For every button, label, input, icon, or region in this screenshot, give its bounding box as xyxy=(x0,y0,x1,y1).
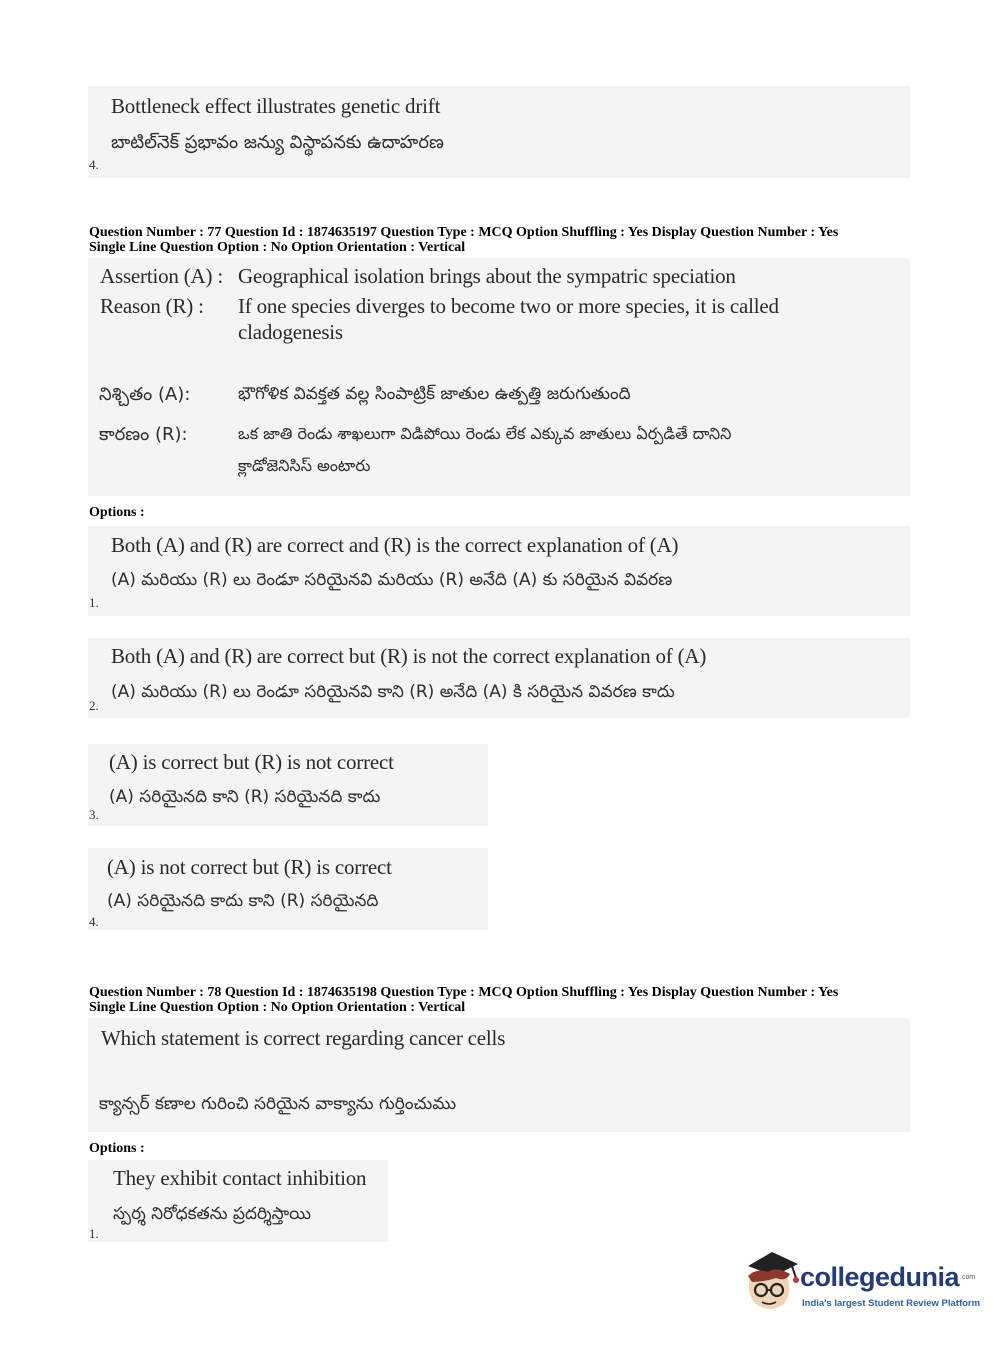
option-text-en: (A) is not correct but (R) is correct xyxy=(107,855,392,879)
options-label: Options : xyxy=(89,505,145,520)
option-text-te: (A) సరియైనది కాదు కాని (R) సరియైనది xyxy=(107,891,379,911)
option-number: 1. xyxy=(89,595,99,610)
assertion-text-te: భౌగోళిక వివక్తత వల్ల సింపాట్రిక్ జాతుల ఉత్పత్తి జరుగుతుంది xyxy=(238,384,631,404)
question-text-te: క్యాన్సర్ కణాల గురించి సరియైన వాక్యాను గుర్తించుము xyxy=(99,1094,457,1114)
question-meta-line: Single Line Question Option : No Option Orientation : Vertical xyxy=(89,1000,466,1015)
option-text-te: స్పర్శ నిరోధకతను ప్రదర్శిస్తాయి xyxy=(113,1204,312,1224)
question-text-en: Which statement is correct regarding cancer cells xyxy=(101,1026,506,1050)
assertion-label: Assertion (A) : xyxy=(100,264,223,288)
reason-text-te: క్లాడోజెనిసిస్ అంటారు xyxy=(238,456,371,475)
option-text-te: (A) మరియు (R) లు రెండూ సరియైనవి కాని (R) అనేది (A) కి సరియైన వివరణ కాదు xyxy=(111,682,675,702)
logo-tagline: India's largest Student Review Platform xyxy=(802,1298,981,1309)
option-text-en: They exhibit contact inhibition xyxy=(113,1166,367,1190)
option-number: 4. xyxy=(89,157,99,172)
reason-label-te: కారణం (R): xyxy=(99,424,188,445)
assertion-label-te: నిశ్చితం (A): xyxy=(99,384,191,405)
option-text-en: (A) is correct but (R) is not correct xyxy=(109,750,394,774)
option-number: 2. xyxy=(89,698,99,713)
option-number: 3. xyxy=(89,807,99,822)
options-label: Options : xyxy=(89,1141,145,1156)
option-number: 4. xyxy=(89,914,99,929)
reason-label: Reason (R) : xyxy=(100,294,204,318)
student-mascot-icon xyxy=(742,1248,802,1318)
assertion-text: Geographical isolation brings about the sympatric speciation xyxy=(238,264,736,288)
reason-text: cladogenesis xyxy=(238,320,343,344)
reason-text: If one species diverges to become two or more species, it is called xyxy=(238,294,779,318)
question-meta-line: Single Line Question Option : No Option Orientation : Vertical xyxy=(89,240,466,255)
question-meta-line: Question Number : 78 Question Id : 1874635198 Question Type : MCQ Option Shuffling : Yes Display Question Number : Yes xyxy=(89,985,839,1000)
option-text-en: Both (A) and (R) are correct but (R) is not the correct explanation of (A) xyxy=(111,644,707,668)
reason-text-te: ఒక జాతి రెండు శాఖలుగా విడిపోయి రెండు లేక ఎక్కువ జాతులు ఏర్పడితే దానిని xyxy=(238,424,732,443)
option-text-te: బాటిల్‌నెక్ ప్రభావం జన్యు విస్థాపనకు ఉదాహరణ xyxy=(111,132,444,153)
option-text-en: Both (A) and (R) are correct and (R) is the correct explanation of (A) xyxy=(111,533,679,557)
collegedunia-logo xyxy=(742,1248,981,1318)
question-meta-line: Question Number : 77 Question Id : 1874635197 Question Type : MCQ Option Shuffling : Yes Display Question Number : Yes xyxy=(89,225,839,240)
option-text-en: Bottleneck effect illustrates genetic drift xyxy=(111,94,441,118)
logo-wordmark: collegedunia xyxy=(800,1262,960,1292)
option-text-te: (A) సరియైనది కాని (R) సరియైనది కాదు xyxy=(109,787,381,807)
option-number: 1. xyxy=(89,1226,99,1241)
logo-domain: .com xyxy=(960,1274,976,1281)
option-text-te: (A) మరియు (R) లు రెండూ సరియైనవి మరియు (R) అనేది (A) కు సరియైన వివరణ xyxy=(111,570,673,590)
